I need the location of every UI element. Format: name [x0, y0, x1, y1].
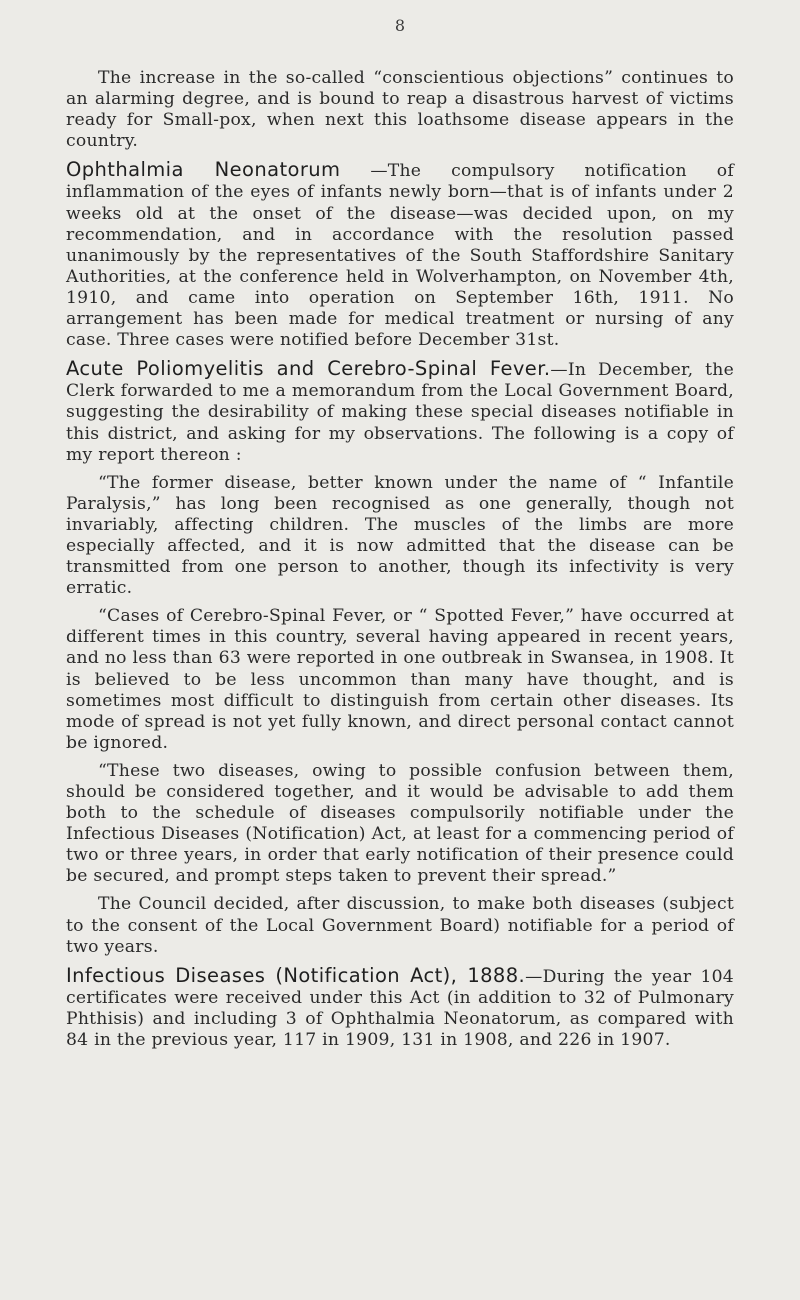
paragraph-poliomyelitis: [66, 358, 734, 465]
section-heading-ophthalmia: Ophthalmia Neonatorum: [66, 158, 341, 182]
section-text-notification-act: —During the year 104 certificates were received under this Act (in addition to 32 of Pulmonary Phthisis) and including 3 of Ophthalmia Neonatorum, as compared with 84 in the previous year, 117 in 1909, 131 in 1908, and 226 in 1907.: [66, 966, 734, 1051]
paragraph-ophthalmia-neonatorum: [66, 159, 734, 351]
paragraph-conscientious-objections: The increase in the so-called “conscientious objections” continues to an alarming degree, and is bound to reap a disastrous harvest of victims ready for Small-pox, when next this loathsome disease appears in the country.: [66, 68, 734, 152]
document-body: [66, 68, 734, 1058]
paragraph-council-decision: The Council decided, after discussion, to make both diseases (subject to the consent of the Local Government Board) notifiable for a period of two years.: [66, 894, 734, 957]
section-text-poliomyelitis: —In December, the Clerk forwarded to me a memorandum from the Local Government Board, suggesting the desirability of making these special diseases notifiable in this district, and asking for my observations. The following is a copy of my report thereon :: [66, 360, 734, 465]
section-heading-poliomyelitis: Acute Poliomyelitis and Cerebro-Spinal Fever.: [66, 357, 551, 381]
paragraph-recommendation: “These two diseases, owing to possible confusion between them, should be considered together, and it would be advisable to add them both to the schedule of diseases compulsorily notifiable under the Infectious Diseases (Notification) Act, at least for a commencing period of two or three years, in order that early notification of their presence could be secured, and prompt steps taken to prevent their spread.”: [66, 760, 734, 887]
section-text-ophthalmia: —The compulsory notification of inflammation of the eyes of infants newly born—that is of infants under 2 weeks old at the onset of the disease—was decided upon, on my recommendation, and in accordance with the resolution passed unanimously by the representatives of the South Staffordshire Sanitary Authorities, at the conference held in Wolverhampton, on November 4th, 1910, and came into operation on September 16th, 1911. No arrangement has been made for medical treatment or nursing of any case. Three cases were notified before December 31st.: [66, 161, 734, 351]
paragraph-spotted-fever: “Cases of Cerebro-Spinal Fever, or “ Spotted Fever,” have occurred at different times in this country, several having appeared in recent years, and no less than 63 were reported in one outbreak in Swansea, in 1908. It is believed to be less uncommon than many have thought, and is sometimes most difficult to distinguish from certain other diseases. Its mode of spread is not yet fully known, and direct personal contact cannot be ignored.: [66, 606, 734, 753]
paragraph-notification-act: [66, 965, 734, 1051]
page-number: 8: [394, 16, 406, 35]
section-heading-notification-act: Infectious Diseases (Notification Act), 1888.: [66, 963, 526, 987]
paragraph-infantile-paralysis: “The former disease, better known under the name of “ Infantile Paralysis,” has long been recognised as one generally, though not invariably, affecting children. The muscles of the limbs are more especially affected, and it is now admitted that the disease can be transmitted from one person to another, though its infectivity is very erratic.: [66, 472, 734, 599]
